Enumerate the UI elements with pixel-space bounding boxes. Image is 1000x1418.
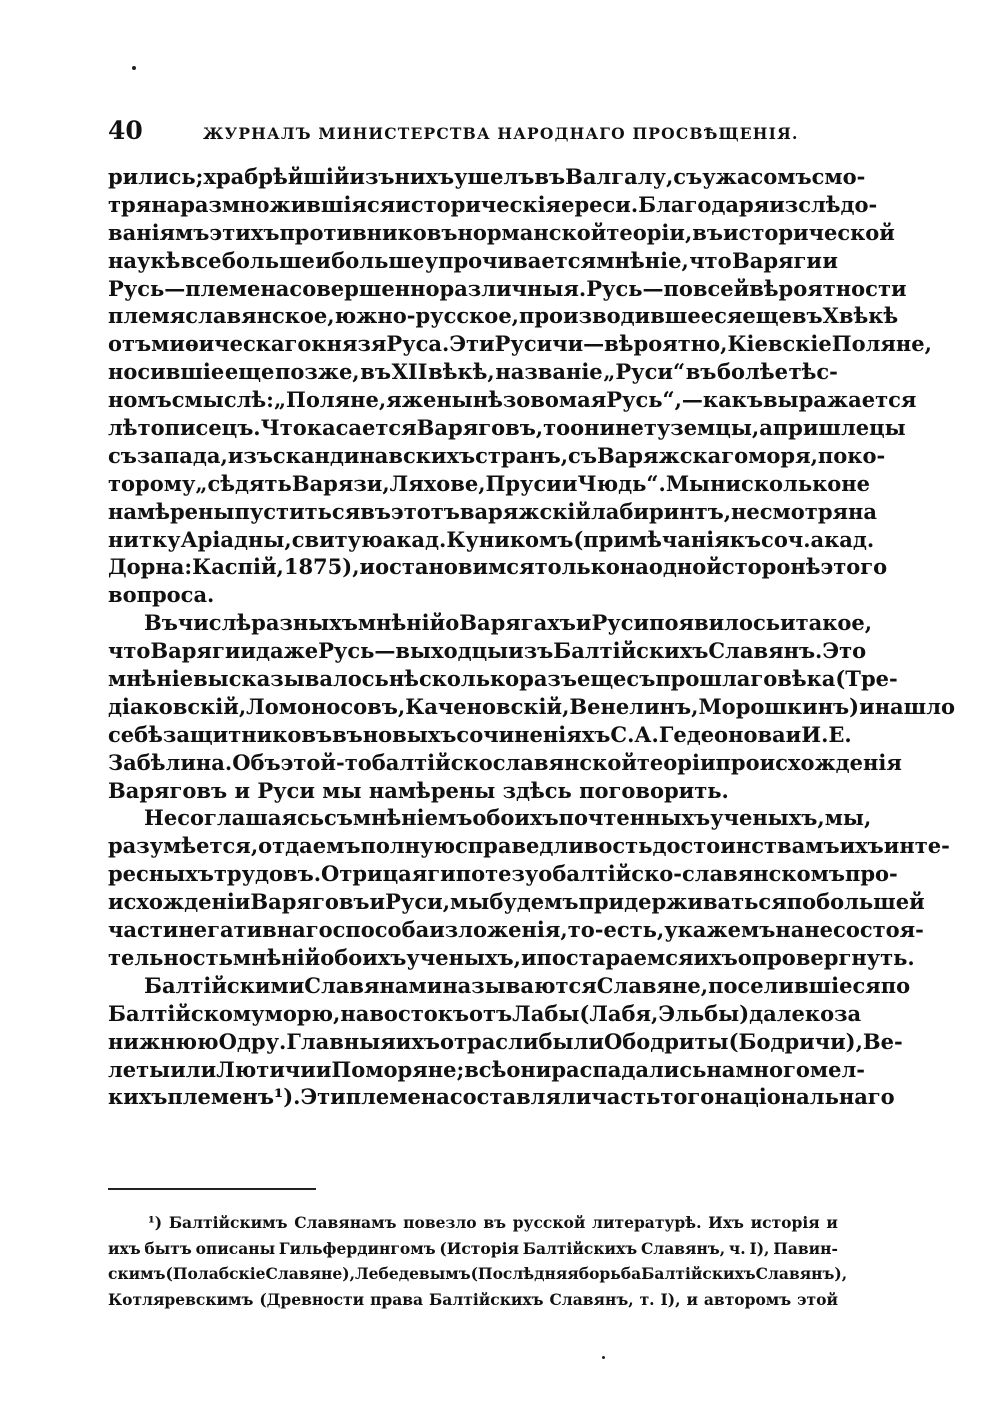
text-line: ресныхъ трудовъ. Отрицая гипотезу о балтійско-славянскомъ про- — [108, 861, 898, 887]
text-line: вопроса. — [108, 582, 215, 608]
footnote-line: Котляревскимъ (Древности права Балтійскихъ Славянъ, т. I), и авторомъ этой — [108, 1289, 838, 1309]
text-line-paragraph-start: Въ числѣ разныхъ мнѣній о Варягахъ и Руси появилось и такое, — [144, 610, 873, 636]
text-line: мнѣніе высказывалось нѣсколько разъ еще съ прошлаго вѣка (Тре- — [108, 666, 898, 692]
text-line: исхожденіи Варяговъ и Руси, мы будемъ придерживаться по большей — [108, 889, 925, 915]
text-line: носившіе еще позже, въ XII вѣкѣ, названіе „Руси“ въ болѣе тѣс- — [108, 359, 838, 385]
text-line: съ запада, изъ скандинавскихъ странъ, съ Варяжскаго моря, по ко- — [108, 442, 886, 468]
text-line: нижнюю Одру. Главныя ихъ отрасли были Ободриты (Бодричи), Ве- — [108, 1028, 903, 1054]
text-line: номъ смыслѣ: „Поляне, яже нынѣ зовомая Русь“,—какъ выражается — [108, 387, 917, 413]
text-line: рились; храбрѣйшій изъ нихъ ушелъ въ Валгалу, съ ужасомъ смо- — [108, 164, 866, 189]
text-line: разумѣется, отдаемъ полную справедливость достоинствамъ ихъ инте- — [108, 833, 950, 859]
running-title: ЖУРНАЛЪ МИНИСТЕРСТВА НАРОДНАГО ПРОСВѢЩЕНІЯ. — [203, 124, 799, 143]
text-line: Забѣлина. Объ этой-то балтійскославянской теоріи происхожденія — [108, 749, 902, 775]
text-line: леты или Лютичи и Поморяне; всѣ они распадались на много мел- — [108, 1056, 866, 1082]
text-line: ваніямъ этихъ противниковъ норманской теоріи, въ исторической — [108, 219, 895, 245]
footnote-line: ихъ бытъ описаны Гильфердингомъ (Исторія Балтійскихъ Славянъ, ч. I), Павин- — [108, 1238, 838, 1258]
text-line: отъ миѳическаго князя Руса. Эти Русичи—вѣроятно, Кіевскіе Поляне, — [108, 331, 932, 357]
text-line: торому „сѣдять Варязи, Ляхове, Пруси и Чюдь“. Мы нисколько не — [108, 470, 870, 496]
text-line: Балтійскому морю, на востокъ отъ Лабы (Лабя, Эльбы) далеко за — [108, 1000, 862, 1026]
body-text — [108, 163, 956, 1111]
text-line: Варяговъ и Руси мы намѣрены здѣсь поговорить. — [108, 777, 729, 803]
print-speck-bottom — [602, 1356, 605, 1359]
text-line: нитку Аріадны, свитую акад. Куникомъ (примѣчанія къ соч. акад. — [108, 526, 875, 552]
footnote-divider — [108, 1188, 316, 1190]
text-line: лѣтописецъ. Что касается Варяговъ, то они не туземцы, а пришлецы — [108, 415, 906, 441]
text-line: діаковскій, Ломоносовъ, Каченовскій, Венелинъ, Морошкинъ) и нашло — [108, 693, 956, 719]
print-speck-top — [132, 66, 136, 70]
text-line: Дорна: Каспій, 1875), и остановимся только на одной сторонѣ этого — [108, 554, 888, 580]
footnote-line: скимъ (Полабскіе Славяне), Лебедевымъ (Послѣдняя борьба Балтійскихъ Славянъ), — [108, 1264, 848, 1283]
text-line: наукѣ все больше и больше упрочивается мнѣніе, что Варяги и — [108, 247, 838, 273]
text-line: тря на размножившіяся историческія ереси. Благодаря изслѣдо- — [108, 191, 878, 217]
text-line: Русь—племена совершенно различныя. Русь—по всей вѣроятности — [108, 275, 907, 301]
text-line: тельность мнѣній обоихъ ученыхъ, и постараемся ихъ опровергнуть. — [108, 944, 915, 970]
text-line-paragraph-start: Балтійскими Славянами называются Славяне, поселившіеся по — [144, 972, 911, 998]
text-line: части негативнаго способа изложенія, то-есть, укажемъ на несостоя- — [108, 917, 924, 943]
footnotes — [108, 1210, 848, 1312]
text-line: племя славянское, южно-русское, производившееся еще въ X вѣкѣ — [108, 303, 899, 329]
page-header — [108, 116, 838, 146]
text-line: кихъ племенъ ¹). Эти племена составляли часть того національнаго — [108, 1084, 895, 1110]
text-line-paragraph-start: Не соглашаясь съ мнѣніемъ обоихъ почтенныхъ ученыхъ, мы, — [144, 805, 872, 831]
text-line: намѣрены пуститься въ этотъ варяжскій лабиринтъ, не смотря на — [108, 498, 877, 524]
text-line: что Варяги и даже Русь—выходцы изъ Балтійскихъ Славянъ. Это — [108, 638, 867, 664]
page-number: 40 — [108, 116, 143, 145]
text-line: себѣ защитниковъ въ новыхъ сочиненіяхъ С. А. Гедеонова и И. Е. — [108, 721, 852, 747]
footnote-line: ¹) Балтійскимъ Славянамъ повезло въ русской литературѣ. Ихъ исторія и — [148, 1213, 838, 1232]
